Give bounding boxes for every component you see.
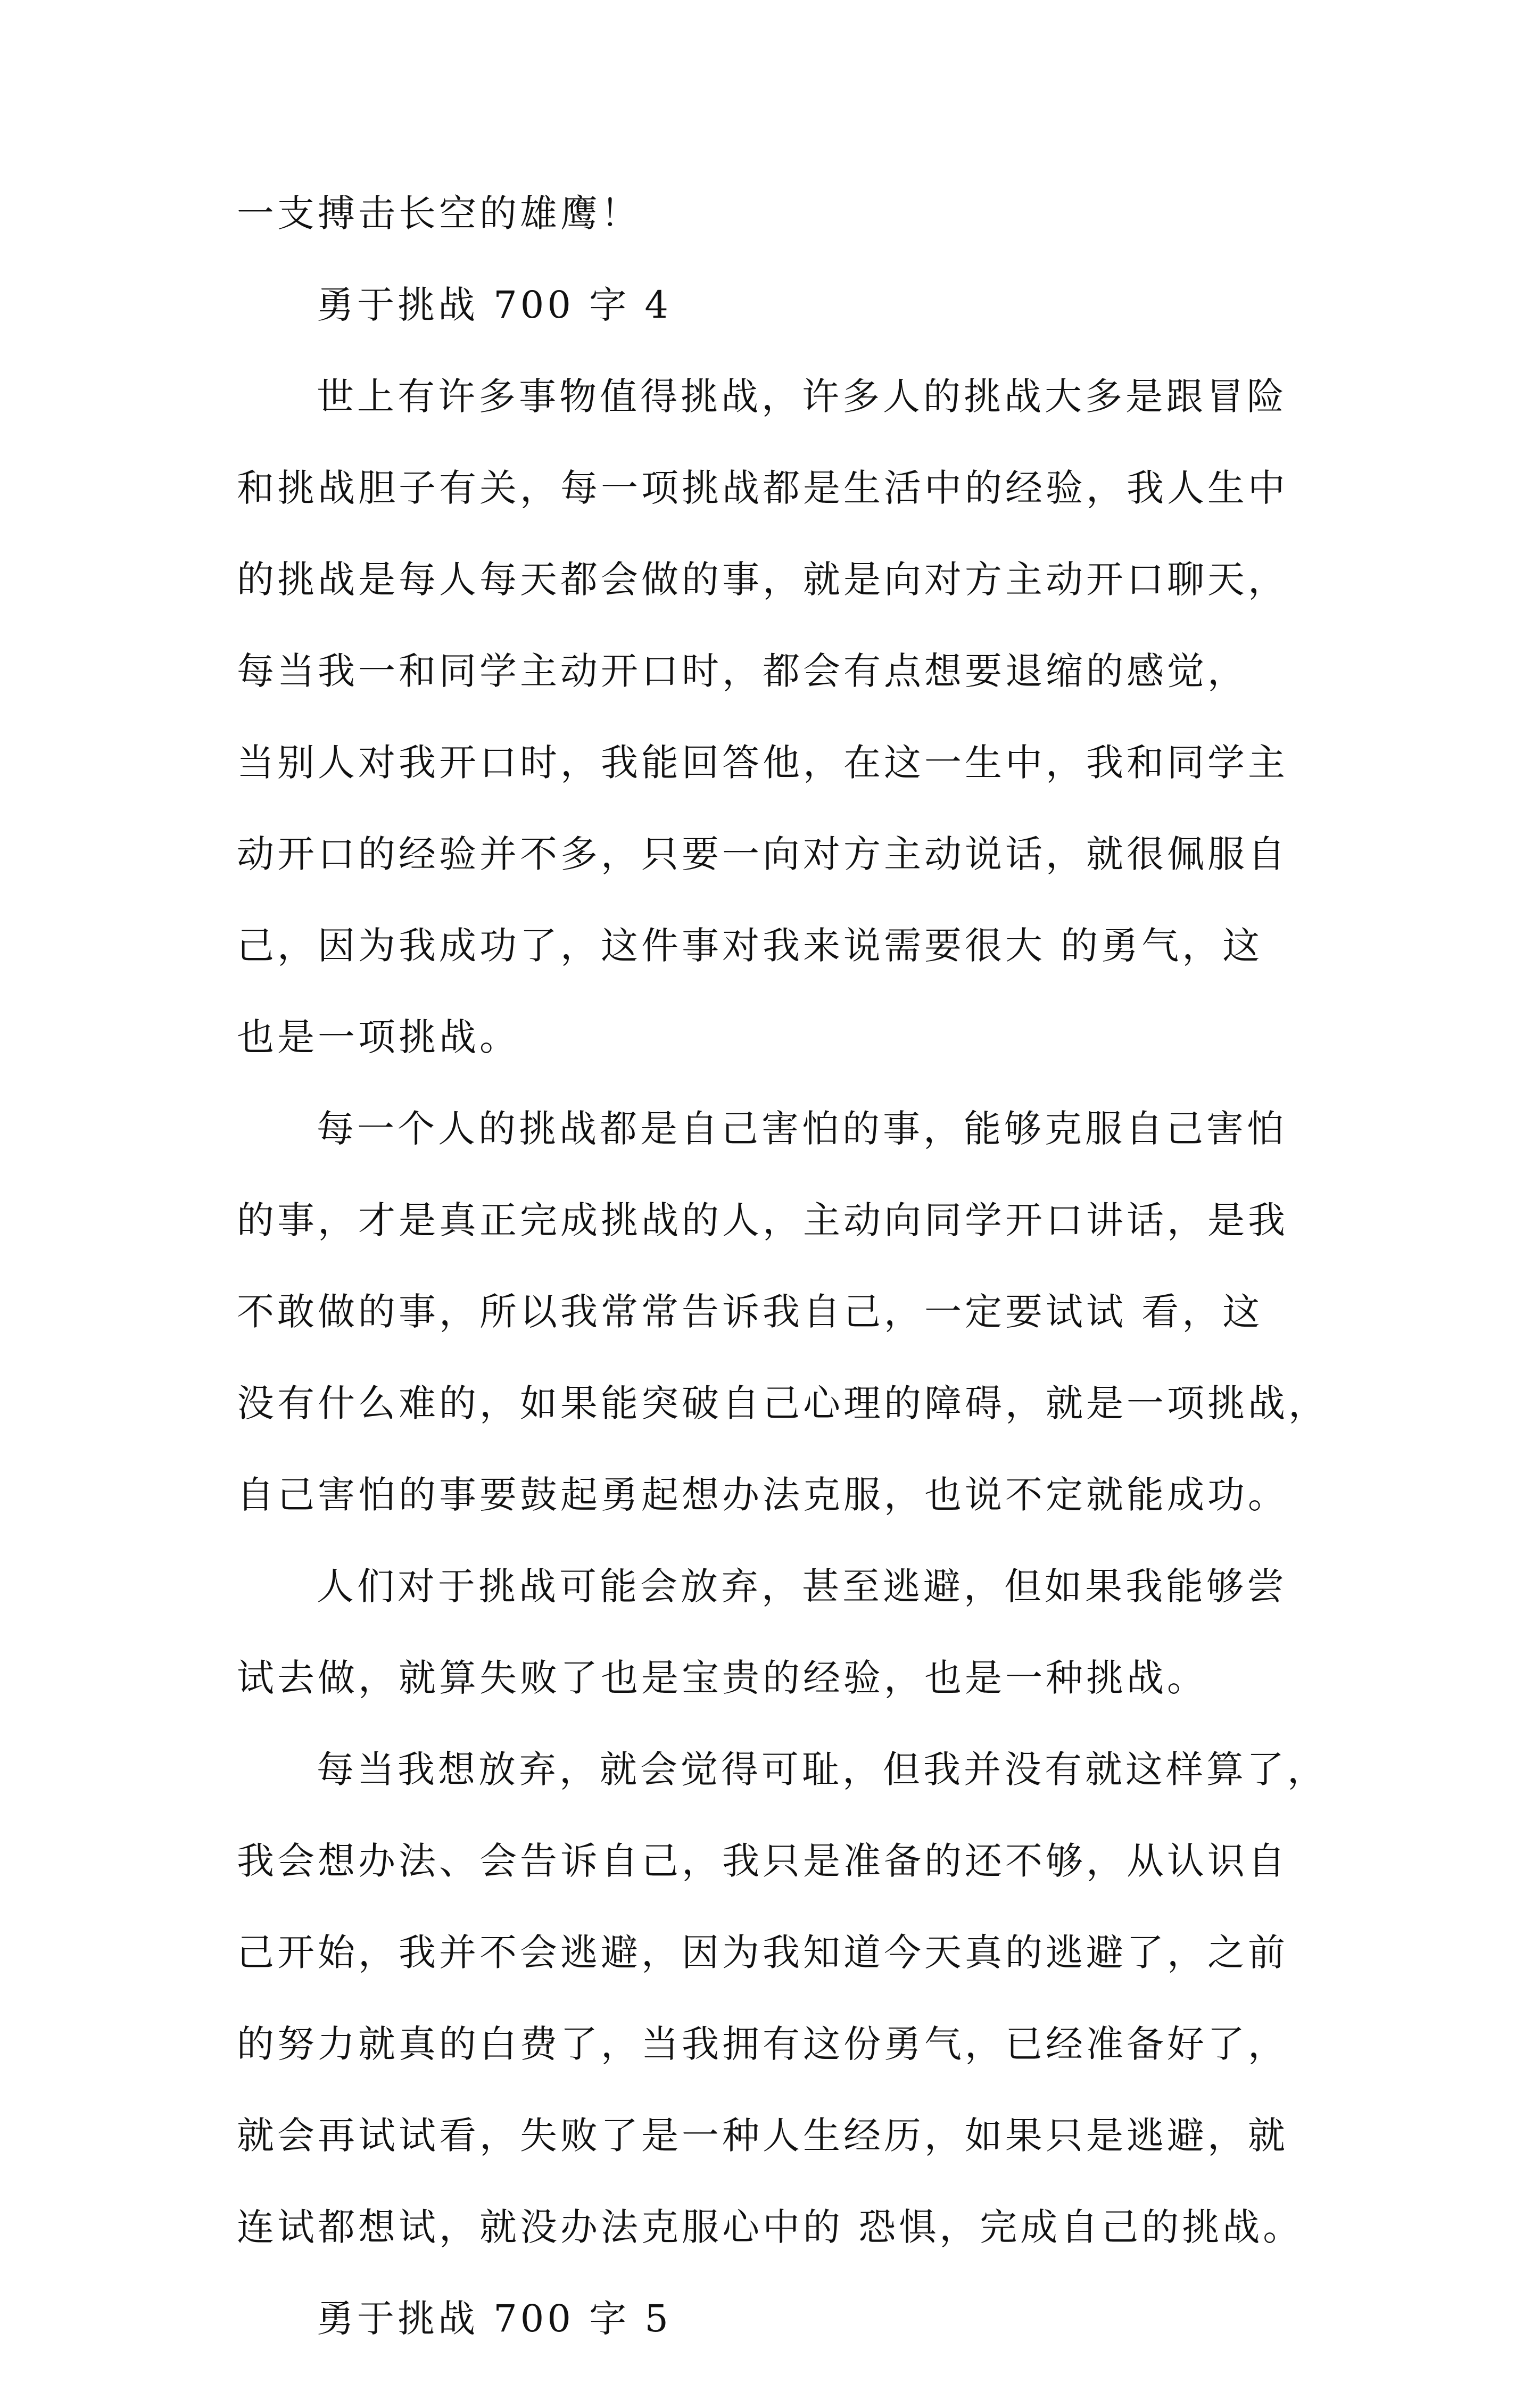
paragraph-first-line: 世上有许多事物值得挑战，许多人的挑战大多是跟冒险: [317, 375, 1287, 418]
text-line: 和挑战胆子有关，每一项挑战都是生活中的经验，我人生中: [237, 466, 1288, 510]
text-line: 就会再试试看，失败了是一种人生经历，如果只是逃避，就: [237, 2114, 1288, 2157]
text-line: 自己害怕的事要鼓起勇起想办法克服，也说不定就能成功。: [237, 1473, 1288, 1517]
paragraph-first-line: 每一个人的挑战都是自己害怕的事，能够克服自己害怕: [317, 1107, 1287, 1151]
paragraph-first-line: 每当我想放弃，就会觉得可耻，但我并没有就这样算了，: [317, 1748, 1328, 1791]
text-line: 的努力就真的白费了，当我拥有这份勇气，已经准备好了，: [237, 2022, 1288, 2066]
text-line: 己，因为我成功了，这件事对我来说需要很大 的勇气，这: [237, 924, 1263, 967]
text-line: 每当我一和同学主动开口时，都会有点想要退缩的感觉，: [237, 649, 1248, 693]
section-heading: 勇于挑战 700 字 4: [317, 283, 672, 327]
document-body: [237, 192, 1329, 2391]
text-line: 没有什么难的，如果能突破自己心理的障碍，就是一项挑战，: [237, 1381, 1329, 1425]
text-line: 的事，才是真正完成挑战的人，主动向同学开口讲话，是我: [237, 1198, 1288, 1242]
text-line: 一支搏击长空的雄鹰！: [237, 192, 641, 235]
text-line: 的挑战是每人每天都会做的事，就是向对方主动开口聊天，: [237, 558, 1288, 601]
text-line: 连试都想试，就没办法克服心中的 恐惧，完成自己的挑战。: [237, 2205, 1304, 2249]
text-line: 也是一项挑战。: [237, 1015, 520, 1059]
text-line: 动开口的经验并不多，只要一向对方主动说话，就很佩服自: [237, 832, 1288, 876]
section-heading: 勇于挑战 700 字 5: [317, 2297, 672, 2340]
text-line: 不敢做的事，所以我常常告诉我自己，一定要试试 看，这: [237, 1290, 1263, 1334]
paragraph-first-line: 人们对于挑战可能会放弃，甚至逃避，但如果我能够尝: [317, 1565, 1287, 1608]
text-line: 试去做，就算失败了也是宝贵的经验，也是一种挑战。: [237, 1656, 1207, 1700]
text-line: 己开始，我并不会逃避，因为我知道今天真的逃避了，之前: [237, 1931, 1288, 1974]
text-line: 当别人对我开口时，我能回答他，在这一生中，我和同学主: [237, 741, 1288, 784]
text-line: 我会想办法、会告诉自己，我只是准备的还不够，从认识自: [237, 1839, 1288, 1883]
